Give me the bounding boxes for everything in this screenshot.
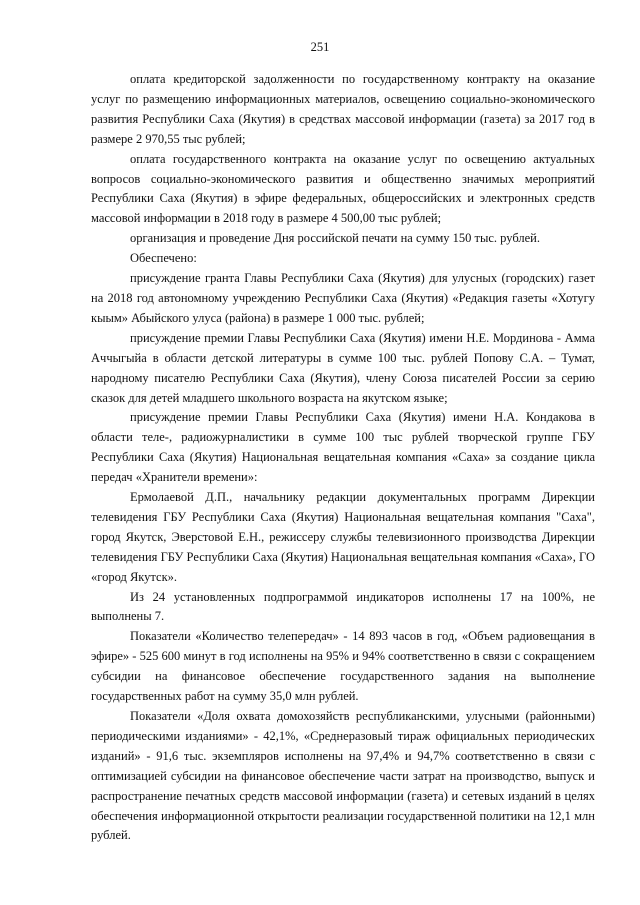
paragraph: присуждение премии Главы Республики Саха (Якутия) имени Н.А. Кондакова в области теле-, радиожурналистики в сумме 100 тыс рублей творческой группе ГБУ Республики Саха (Якутия) Национальная вещательная компания «Саха» за создание цикла передач «Хранители времени»: (91, 410, 595, 485)
paragraph: оплата кредиторской задолженности по государственному контракту на оказание услуг по размещению информационных материалов, освещению социально-экономического развития Республики Саха (Якутия) в средствах массовой информации (газета) за 2017 год в размере 2 970,55 тыс рублей; (91, 72, 595, 146)
paragraph: Показатели «Количество телепередач» - 14 893 часов в год, «Объем радиовещания в эфире» - 525 600 минут в год исполнены на 95% и 94% соответственно в связи с сокращением субсидии на финансовое обеспечение государственного задания на выполнение государственных работ на сумму 35,0 млн рублей. (91, 629, 595, 704)
paragraph: Обеспечено: (130, 251, 197, 266)
paragraph: присуждение гранта Главы Республики Саха (Якутия) для улусных (городских) газет на 2018 год автономному учреждению Республики Саха (Якутия) «Редакция газеты «Хотугу кыым» Абыйского улуса (района) в размере 1 000 тыс. рублей; (91, 271, 595, 325)
paragraph: присуждение премии Главы Республики Саха (Якутия) имени Н.Е. Мординова - Амма Аччыгыйа в области детской литературы в сумме 100 тыс. рублей Попову С.А. – Тумат, народному писателю Республики Саха (Якутия), члену Союза писателей России за серию сказок для детей младшего школьного возраста на якутском языке; (91, 330, 595, 405)
paragraph: Показатели «Доля охвата домохозяйств республиканскими, улусными (районными) периодическими изданиями» - 42,1%, «Среднеразовый тираж официальных периодических изданий» - 91,6 тыс. экземпляров исполнены на 97,4% и 94,7% соответственно в связи с оптимизацией субсидии на финансовое обеспечение части затрат на производство, выпуск и распространение печатных средств массовой информации (газета) и сетевых изданий в целях обеспечения информационной открытости реализации государственной политики на 12,1 млн рублей. (91, 709, 595, 843)
paragraph: оплата государственного контракта на оказание услуг по освещению актуальных вопросов социально-экономического развития и общественно значимых мероприятий Республики Саха (Якутия) в эфире федеральных, общероссийских и электронных средств массовой информации в 2018 году в размере 4 500,00 тыс рублей; (91, 151, 595, 226)
paragraph: Ермолаевой Д.П., начальнику редакции документальных программ Дирекции телевидения ГБУ Республики Саха (Якутия) Национальная вещательная компания "Саха", город Якутск, Эверстовой Е.Н., режиссеру службы телевизионного производства Дирекции телевидения ГБУ Республики Саха (Якутия) Национальная вещательная компания «Саха», ГО «город Якутск». (91, 490, 595, 584)
paragraph: Из 24 установленных подпрограммой индикаторов исполнены 17 на 100%, не выполнены 7. (91, 589, 595, 624)
page-number: 251 (310, 40, 330, 54)
document-body (91, 70, 595, 846)
paragraph: организация и проведение Дня российской печати на сумму 150 тыс. рублей. (130, 231, 540, 246)
